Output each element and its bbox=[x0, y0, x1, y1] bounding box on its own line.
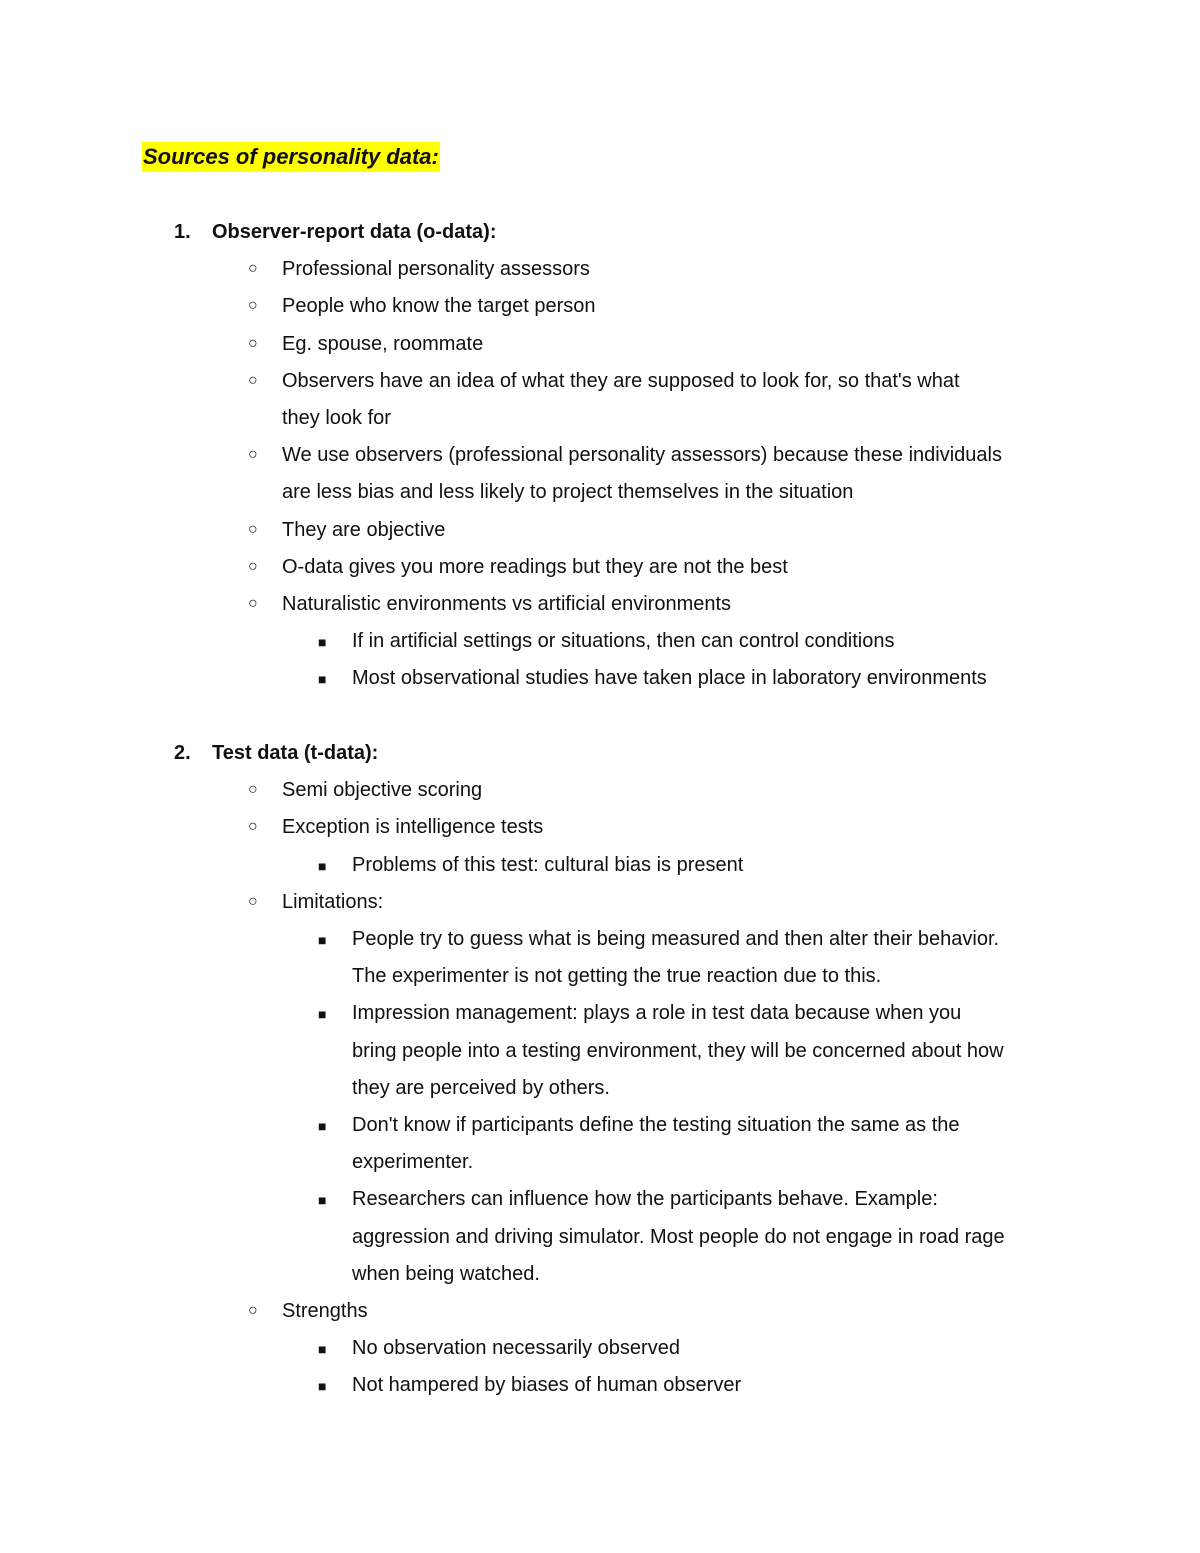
filled-square-bullet-icon: ■ bbox=[318, 634, 327, 651]
list-item-text: We use observers (professional personality assessors) because these individuals bbox=[282, 444, 1002, 467]
hollow-circle-bullet-icon: ○ bbox=[248, 818, 258, 836]
section-heading-text: Observer-report data (o-data): bbox=[212, 221, 497, 243]
list-item-text: Semi objective scoring bbox=[282, 779, 483, 802]
sub-list-item-text: Most observational studies have taken place in laboratory environments bbox=[352, 667, 987, 690]
sub-list-item-text: aggression and driving simulator. Most people do not engage in road rage bbox=[352, 1225, 1005, 1248]
sub-list-item-text: Problems of this test: cultural bias is present bbox=[352, 853, 744, 876]
hollow-circle-bullet-icon: ○ bbox=[248, 892, 258, 910]
sub-list-item-text: Not hampered by biases of human observer bbox=[352, 1374, 742, 1397]
list-item-text: Strengths bbox=[282, 1300, 368, 1322]
section-heading-text: Test data (t-data): bbox=[212, 742, 379, 764]
filled-square-bullet-icon: ■ bbox=[318, 1378, 327, 1395]
sub-list-item-text: bring people into a testing environment, they will be concerned about how bbox=[352, 1039, 1004, 1062]
list-item-text: Observers have an idea of what they are supposed to look for, so that's what bbox=[282, 369, 960, 392]
list-item-text: are less bias and less likely to project themselves in the situation bbox=[282, 481, 854, 504]
filled-square-bullet-icon: ■ bbox=[318, 671, 327, 688]
sub-list-item-text: If in artificial settings or situations, then can control conditions bbox=[352, 630, 895, 653]
hollow-circle-bullet-icon: ○ bbox=[248, 334, 258, 352]
list-item-text: They are objective bbox=[282, 518, 446, 541]
filled-square-bullet-icon: ■ bbox=[318, 1192, 327, 1209]
list-item-text: O-data gives you more readings but they are not the best bbox=[282, 555, 788, 578]
sub-list-item-text: The experimenter is not getting the true reaction due to this. bbox=[352, 965, 882, 988]
sub-list-item-text: Don't know if participants define the testing situation the same as the bbox=[352, 1114, 960, 1136]
filled-square-bullet-icon: ■ bbox=[318, 932, 327, 948]
section-number: 2. bbox=[174, 742, 191, 764]
sub-list-item-text: they are perceived by others. bbox=[352, 1076, 610, 1099]
hollow-circle-bullet-icon: ○ bbox=[248, 595, 258, 612]
filled-square-bullet-icon: ■ bbox=[318, 1006, 327, 1023]
filled-square-bullet-icon: ■ bbox=[318, 1118, 327, 1134]
sub-list-item-text: Researchers can influence how the participants behave. Example: bbox=[352, 1188, 938, 1211]
sub-list-item-text: No observation necessarily observed bbox=[352, 1337, 680, 1360]
section-heading bbox=[174, 740, 378, 766]
page-title: Sources of personality data: bbox=[142, 142, 440, 172]
hollow-circle-bullet-icon: ○ bbox=[248, 520, 258, 538]
list-item-text: they look for bbox=[282, 407, 391, 429]
list-item-text: Exception is intelligence tests bbox=[282, 816, 544, 839]
hollow-circle-bullet-icon: ○ bbox=[248, 1302, 258, 1319]
list-item-text: People who know the target person bbox=[282, 295, 596, 318]
list-item-text: Professional personality assessors bbox=[282, 258, 590, 281]
sub-list-item-text: People try to guess what is being measured and then alter their behavior. bbox=[352, 928, 1000, 950]
list-item-text: Eg. spouse, roommate bbox=[282, 332, 484, 355]
sub-list-item-text: experimenter. bbox=[352, 1151, 474, 1174]
section-number: 1. bbox=[174, 221, 191, 243]
hollow-circle-bullet-icon: ○ bbox=[248, 557, 258, 575]
list-item-text: Naturalistic environments vs artificial environments bbox=[282, 593, 732, 615]
hollow-circle-bullet-icon: ○ bbox=[248, 260, 258, 278]
hollow-circle-bullet-icon: ○ bbox=[248, 371, 258, 389]
sub-list-item-text: Impression management: plays a role in test data because when you bbox=[352, 1002, 962, 1025]
hollow-circle-bullet-icon: ○ bbox=[248, 781, 258, 799]
filled-square-bullet-icon: ■ bbox=[318, 857, 327, 874]
hollow-circle-bullet-icon: ○ bbox=[248, 446, 258, 464]
filled-square-bullet-icon: ■ bbox=[318, 1341, 327, 1358]
hollow-circle-bullet-icon: ○ bbox=[248, 297, 258, 315]
list-item-text: Limitations: bbox=[282, 890, 384, 913]
section-heading bbox=[174, 219, 497, 245]
sub-list-item-text: when being watched. bbox=[352, 1262, 540, 1285]
